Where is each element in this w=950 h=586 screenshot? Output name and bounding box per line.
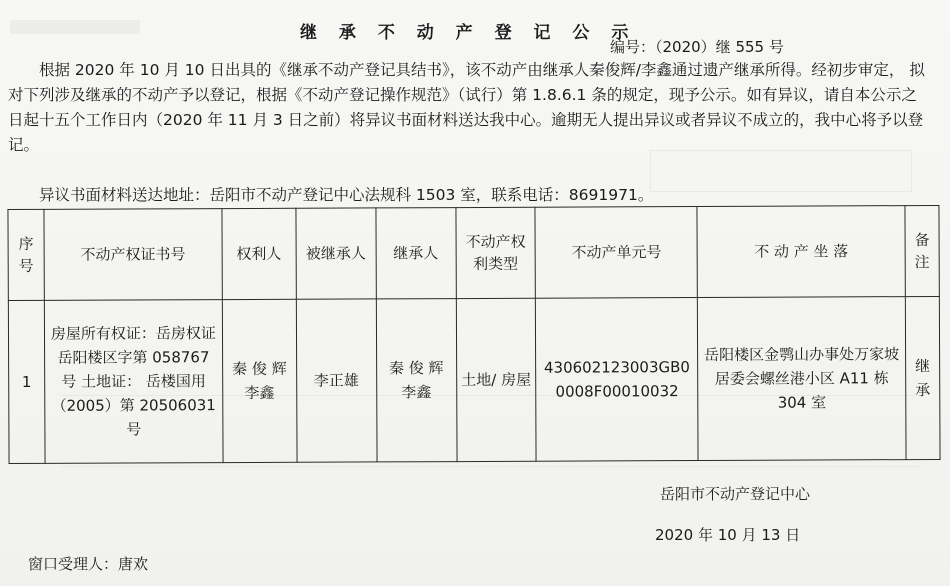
cell-location: 岳阳楼区金鹗山办事处万家坡居委会螺丝港小区 A11 栋 304 室 <box>698 297 906 461</box>
header-holder: 权利人 <box>222 208 296 299</box>
header-right-type: 不动产权利类型 <box>455 207 535 298</box>
cell-remark: 继承 <box>905 296 940 459</box>
issue-date: 2020 年 10 月 13 日 <box>655 526 801 544</box>
document-number: 编号：（2020）继 555 号 <box>610 38 784 56</box>
table-row <box>8 296 940 463</box>
header-decedent: 被继承人 <box>296 208 376 299</box>
objection-address-paragraph: 异议书面材料送达地址：岳阳市不动产登记中心法规科 1503 室，联系电话：8691971。 <box>39 186 654 204</box>
cell-heir: 秦 俊 辉 李鑫 <box>376 299 457 462</box>
window-agent: 窗口受理人：唐欢 <box>28 555 149 573</box>
cell-cert-no: 房屋所有权证：岳房权证岳阳楼区字第 058767 号 土地证： 岳楼国用（2005）第 20506031 号 <box>44 300 223 464</box>
cell-decedent: 李正雄 <box>296 299 377 462</box>
header-remark: 备注 <box>905 205 939 296</box>
registration-table <box>7 205 940 464</box>
notice-title: 继 承 不 动 产 登 记 公 示 <box>300 23 637 43</box>
table-header-row <box>8 205 939 300</box>
header-cert-no: 不动产权证书号 <box>44 209 222 301</box>
header-unit-no: 不动产单元号 <box>535 207 697 299</box>
cell-right-type: 土地/ 房屋 <box>456 298 537 461</box>
notice-paragraph: 根据 2020 年 10 月 10 日出具的《继承不动产登记具结书》，该不动产由继承人秦俊辉/李鑫通过遗产继承所得。经初步审定， 拟对下列涉及继承的不动产予以登记，根据《不动产登记操作规范》（试行）第 1.8.6.1 条的规定，现予公示。如有异议，请自本公示之日起十五个工作日内（2020 年 11 月 3 日之前）将异议书面材料送达我中心。逾期无人提出异议或者异议不成立的，我中心将予以登记。 <box>8 61 925 154</box>
cell-index: 1 <box>8 300 45 463</box>
header-index: 序号 <box>8 209 44 300</box>
header-heir: 继承人 <box>376 208 456 299</box>
issuing-organization: 岳阳市不动产登记中心 <box>660 485 811 503</box>
cell-holder: 秦 俊 辉 李鑫 <box>222 299 297 462</box>
cell-unit-no: 430602123003GB00008F00010032 <box>536 298 698 462</box>
header-location: 不 动 产 坐 落 <box>697 206 905 298</box>
show-through-smudge <box>10 20 140 34</box>
